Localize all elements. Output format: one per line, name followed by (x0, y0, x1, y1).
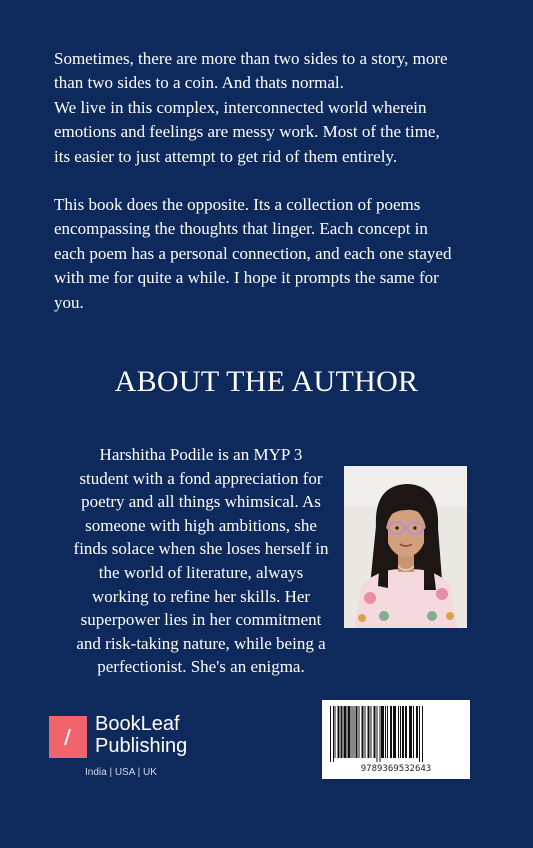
publisher-regions: India | USA | UK (85, 767, 157, 778)
book-blurb (54, 47, 494, 315)
barcode-bar (362, 706, 364, 758)
bio-line: poetry and all things whimsical. As (81, 492, 321, 512)
blurb-paragraph-1 (54, 47, 494, 169)
bio-line: finds solace when she loses herself in (73, 539, 329, 559)
barcode-bar (344, 706, 347, 758)
publisher-name-line-1: BookLeaf (95, 713, 180, 735)
barcode-bar (402, 706, 404, 758)
barcode-guard-bar (377, 706, 378, 762)
barcode-bar (356, 706, 358, 758)
blurb-line: encompassing the thoughts that linger. Each concept in (54, 219, 428, 239)
barcode-bar (352, 706, 353, 758)
author-portrait-illustration (344, 466, 467, 628)
barcode-bar (365, 706, 366, 758)
barcode-guard-bar (422, 706, 423, 762)
barcode-bar (416, 706, 418, 758)
bio-line: superpower lies in her commitment (80, 610, 322, 630)
barcode-bar (398, 706, 399, 758)
bio-line: student with a fond appreciation for (79, 468, 323, 488)
blurb-line: each poem has a personal connection, and each one stayed (54, 243, 452, 263)
blurb-paragraph-2 (54, 193, 494, 315)
barcode-bar (341, 706, 343, 758)
isbn-barcode (322, 700, 470, 779)
slash-glyph (49, 716, 87, 758)
barcode-bar (359, 706, 360, 758)
blurb-line: its easier to just attempt to get rid of them entirely. (54, 146, 398, 166)
barcode-bar (393, 706, 396, 758)
barcode-bars (322, 700, 470, 764)
barcode-bar (390, 706, 392, 758)
blurb-line: Sometimes, there are more than two sides to a story, more (54, 49, 448, 68)
bio-line: working to refine her skills. Her (91, 586, 311, 606)
author-photo (344, 466, 467, 628)
barcode-guard-bar (333, 706, 334, 762)
barcode-bar (400, 706, 401, 758)
blurb-line: emotions and feelings are messy work. Most of the time, (54, 122, 440, 142)
bio-line: the world of literature, always (98, 562, 304, 582)
bio-line: perfectionist. She's an enigma. (97, 657, 305, 677)
barcode-bar (371, 706, 372, 758)
bio-line: Harshitha Podile is an MYP 3 (99, 445, 303, 464)
barcode-bar (374, 706, 376, 758)
barcode-bar (405, 706, 407, 758)
bio-line: and risk-taking nature, while being a (76, 633, 326, 653)
barcode-guard-bar (330, 706, 331, 762)
blurb-line: This book does the opposite. Its a collection of poems (54, 195, 421, 215)
isbn-number: 9789369532643 (360, 764, 432, 774)
bookleaf-slash-icon (49, 716, 87, 758)
barcode-bar (413, 706, 414, 758)
barcode-bar (354, 706, 355, 758)
blurb-line: We live in this complex, interconnected world wherein (54, 97, 427, 117)
barcode-bar (335, 706, 336, 758)
publisher-name-line-2: Publishing (95, 735, 188, 757)
blurb-line: with me for quite a while. I hope it prompts the same for (54, 268, 439, 288)
barcode-guard-bar (419, 706, 420, 762)
blurb-line: than two sides to a coin. And thats normal. (54, 73, 344, 93)
about-author-heading: ABOUT THE AUTHOR (114, 365, 419, 398)
barcode-bar (385, 706, 386, 758)
barcode-bar (348, 706, 351, 758)
barcode-bar (387, 706, 388, 758)
barcode-bar (338, 706, 340, 758)
barcode-bar (381, 706, 384, 758)
barcode-bar (368, 706, 370, 758)
publisher-name (95, 713, 187, 757)
barcode-bar (409, 706, 412, 758)
blurb-line: you. (54, 292, 84, 312)
author-bio (60, 443, 342, 679)
bio-line: someone with high ambitions, she (85, 515, 317, 535)
barcode-guard-bar (380, 706, 381, 762)
